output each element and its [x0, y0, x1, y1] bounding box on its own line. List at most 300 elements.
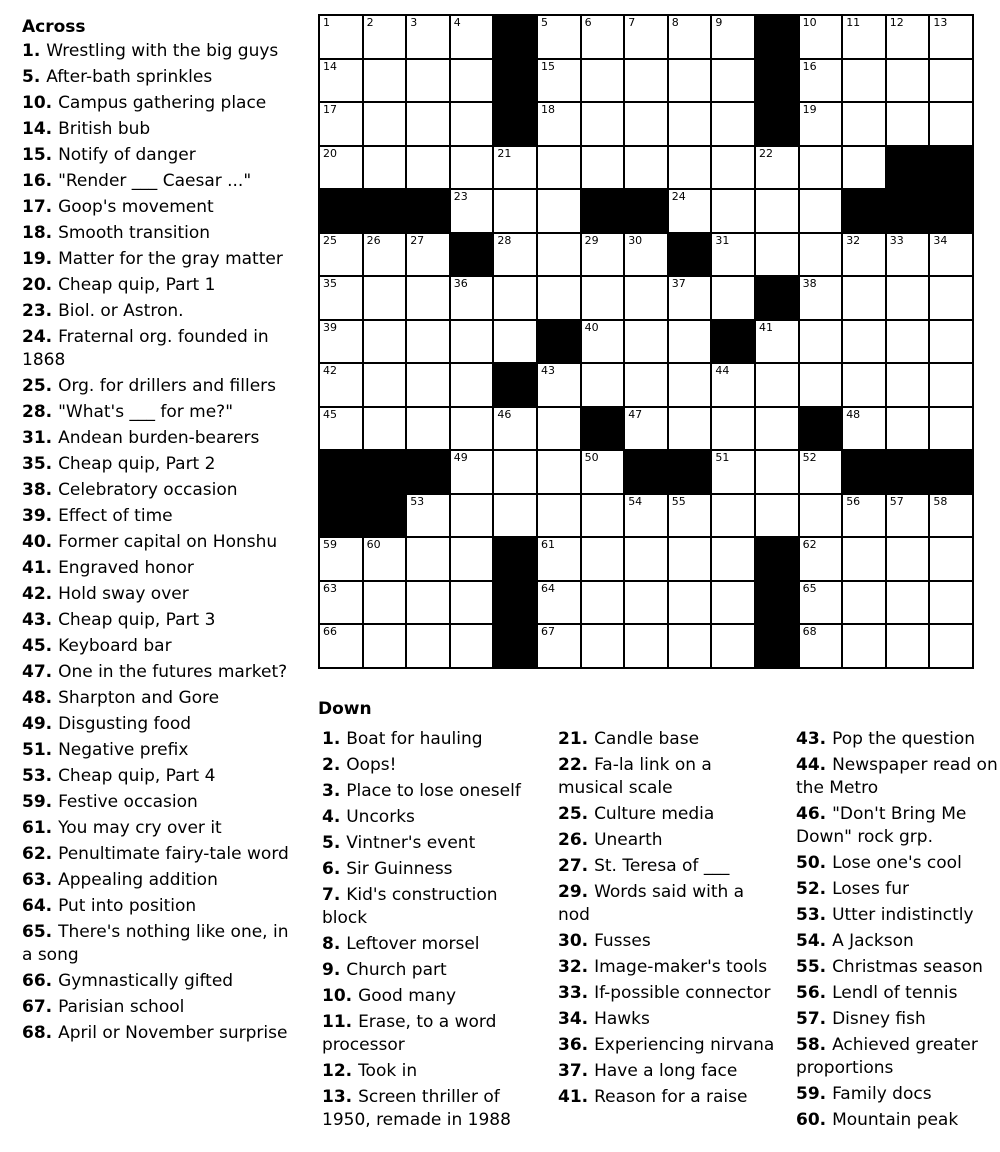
- grid-cell[interactable]: [799, 624, 843, 668]
- grid-cell[interactable]: [624, 537, 668, 581]
- grid-cell[interactable]: [450, 59, 494, 103]
- grid-cell[interactable]: [668, 363, 712, 407]
- grid-cell[interactable]: [363, 233, 407, 277]
- grid-cell[interactable]: [799, 233, 843, 277]
- cell-number: 8: [671, 16, 679, 29]
- grid-cell[interactable]: [755, 189, 799, 233]
- clue-item: 49. Disgusting food: [22, 714, 192, 734]
- grid-cell[interactable]: [493, 450, 537, 494]
- grid-cell[interactable]: [886, 59, 930, 103]
- clue-number: 30: [558, 931, 582, 951]
- grid-cell[interactable]: [363, 624, 407, 668]
- clue-text: Appealing addition: [58, 870, 218, 890]
- grid-cell[interactable]: [799, 189, 843, 233]
- clue-number: 14: [22, 119, 46, 139]
- grid-cell[interactable]: [842, 581, 886, 625]
- grid-cell[interactable]: [319, 624, 363, 668]
- black-square: [319, 494, 363, 538]
- grid-cell[interactable]: [537, 363, 581, 407]
- grid-cell[interactable]: [363, 407, 407, 451]
- grid-cell[interactable]: [755, 363, 799, 407]
- clue-number: 1: [22, 41, 34, 61]
- grid-cell[interactable]: [450, 276, 494, 320]
- clue-item: 66. Gymnastically gifted: [22, 971, 234, 991]
- grid-cell[interactable]: [406, 407, 450, 451]
- clue-number: 25: [22, 376, 46, 396]
- grid-cell[interactable]: [886, 537, 930, 581]
- grid-cell[interactable]: [886, 363, 930, 407]
- clue-item: 25. Org. for drillers and fillers: [22, 376, 277, 396]
- grid-cell[interactable]: [624, 15, 668, 59]
- grid-cell[interactable]: [319, 407, 363, 451]
- grid-cell[interactable]: [406, 276, 450, 320]
- grid-cell[interactable]: [406, 15, 450, 59]
- grid-cell[interactable]: [581, 59, 625, 103]
- clue-item: 64. Put into position: [22, 896, 197, 916]
- grid-cell[interactable]: [363, 581, 407, 625]
- black-square: [581, 189, 625, 233]
- grid-cell[interactable]: [842, 320, 886, 364]
- grid-cell[interactable]: [624, 581, 668, 625]
- clue-number: 10: [322, 986, 346, 1006]
- grid-cell[interactable]: [537, 624, 581, 668]
- grid-cell[interactable]: [711, 407, 755, 451]
- crossword-grid: [318, 14, 974, 669]
- clue-item: 1. Boat for hauling: [322, 729, 483, 749]
- grid-cell[interactable]: [581, 450, 625, 494]
- grid-cell[interactable]: [363, 15, 407, 59]
- cell-number: 14: [323, 59, 337, 73]
- grid-cell[interactable]: [624, 146, 668, 190]
- grid-cell[interactable]: [711, 59, 755, 103]
- grid-cell[interactable]: [842, 363, 886, 407]
- grid-cell[interactable]: [581, 276, 625, 320]
- clue-number: 24: [22, 327, 46, 347]
- grid-cell[interactable]: [842, 494, 886, 538]
- clue-item: 61. You may cry over it: [22, 818, 222, 838]
- clue-text: Biol. or Astron.: [58, 301, 184, 321]
- clue-number: 55: [796, 957, 820, 977]
- grid-cell[interactable]: [537, 537, 581, 581]
- grid-cell[interactable]: [406, 102, 450, 146]
- grid-cell[interactable]: [406, 146, 450, 190]
- grid-cell[interactable]: [929, 233, 973, 277]
- cell-number: 54: [628, 494, 643, 508]
- grid-cell[interactable]: [799, 102, 843, 146]
- grid-cell[interactable]: [711, 537, 755, 581]
- grid-cell[interactable]: [799, 146, 843, 190]
- grid-cell[interactable]: [799, 537, 843, 581]
- grid-cell[interactable]: [755, 146, 799, 190]
- black-square: [493, 624, 537, 668]
- clue-number: 60: [796, 1110, 820, 1130]
- clue-text: Parisian school: [58, 997, 185, 1017]
- grid-cell[interactable]: [450, 146, 494, 190]
- clue-number: 23: [22, 301, 46, 321]
- grid-cell[interactable]: [668, 189, 712, 233]
- clue-item: 4. Uncorks: [322, 807, 415, 827]
- grid-cell[interactable]: [450, 581, 494, 625]
- grid-cell[interactable]: [711, 233, 755, 277]
- grid-cell[interactable]: [929, 102, 973, 146]
- clue-item: 21. Candle base: [558, 729, 700, 749]
- grid-cell[interactable]: [406, 624, 450, 668]
- grid-cell[interactable]: [406, 537, 450, 581]
- grid-cell[interactable]: [886, 233, 930, 277]
- cell-number: 48: [846, 407, 861, 421]
- cell-number: 12: [889, 16, 904, 29]
- grid-cell[interactable]: [450, 537, 494, 581]
- grid-cell[interactable]: [493, 276, 537, 320]
- grid-cell[interactable]: [668, 624, 712, 668]
- clue-number: 8: [322, 934, 334, 954]
- grid-cell[interactable]: [450, 320, 494, 364]
- grid-cell[interactable]: [319, 15, 363, 59]
- grid-cell[interactable]: [406, 59, 450, 103]
- grid-cell[interactable]: [624, 320, 668, 364]
- grid-cell[interactable]: [319, 59, 363, 103]
- clue-number: 5: [22, 67, 34, 87]
- clue-item: 9. Church part: [322, 960, 447, 980]
- grid-cell[interactable]: [755, 320, 799, 364]
- clue-item: 24. Fraternal org. founded in 1868: [22, 327, 269, 370]
- grid-cell[interactable]: [363, 320, 407, 364]
- grid-cell[interactable]: [929, 15, 973, 59]
- clue-text: Lendl of tennis: [832, 983, 958, 1003]
- grid-cell[interactable]: [363, 363, 407, 407]
- grid-cell[interactable]: [711, 276, 755, 320]
- grid-cell[interactable]: [450, 494, 494, 538]
- grid-cell[interactable]: [929, 363, 973, 407]
- clue-number: 17: [22, 197, 46, 217]
- clue-number: 42: [22, 584, 46, 604]
- clue-number: 6: [322, 859, 334, 879]
- grid-cell[interactable]: [842, 407, 886, 451]
- clue-text: St. Teresa of ___: [594, 856, 730, 876]
- grid-cell[interactable]: [842, 233, 886, 277]
- clue-text: Goop's movement: [58, 197, 214, 217]
- grid-cell[interactable]: [668, 581, 712, 625]
- grid-cell[interactable]: [363, 146, 407, 190]
- grid-cell[interactable]: [711, 146, 755, 190]
- grid-cell[interactable]: [581, 233, 625, 277]
- grid-cell[interactable]: [886, 15, 930, 59]
- cell-number: 68: [802, 625, 817, 639]
- grid-cell[interactable]: [537, 102, 581, 146]
- grid-cell[interactable]: [450, 102, 494, 146]
- clue-text: Hold sway over: [58, 584, 189, 604]
- grid-cell[interactable]: [537, 189, 581, 233]
- black-square: [624, 189, 668, 233]
- grid-cell[interactable]: [581, 146, 625, 190]
- grid-cell[interactable]: [537, 494, 581, 538]
- grid-cell[interactable]: [319, 537, 363, 581]
- grid-cell[interactable]: [493, 407, 537, 451]
- clue-item: 46. "Don't Bring Me Down" rock grp.: [796, 804, 967, 847]
- grid-cell[interactable]: [929, 59, 973, 103]
- grid-cell[interactable]: [668, 15, 712, 59]
- clue-text: British bub: [58, 119, 151, 139]
- grid-cell[interactable]: [886, 102, 930, 146]
- grid-cell[interactable]: [711, 102, 755, 146]
- black-square: [319, 189, 363, 233]
- clue-number: 64: [22, 896, 46, 916]
- grid-cell[interactable]: [799, 276, 843, 320]
- grid-cell[interactable]: [668, 59, 712, 103]
- cell-number: 50: [584, 451, 599, 465]
- grid-cell[interactable]: [319, 146, 363, 190]
- grid-cell[interactable]: [799, 450, 843, 494]
- grid-cell[interactable]: [624, 363, 668, 407]
- grid-cell[interactable]: [363, 59, 407, 103]
- grid-cell[interactable]: [886, 276, 930, 320]
- black-square: [450, 233, 494, 277]
- clue-item: 53. Utter indistinctly: [796, 905, 974, 925]
- grid-cell[interactable]: [711, 189, 755, 233]
- clue-text: April or November surprise: [58, 1023, 288, 1043]
- grid-cell[interactable]: [493, 233, 537, 277]
- clue-item: 17. Goop's movement: [22, 197, 214, 217]
- clue-number: 61: [22, 818, 46, 838]
- grid-cell[interactable]: [537, 581, 581, 625]
- clue-item: 54. A Jackson: [796, 931, 914, 951]
- clue-text: Erase, to a word processor: [322, 1012, 497, 1055]
- grid-cell[interactable]: [668, 537, 712, 581]
- clue-item: 53. Cheap quip, Part 4: [22, 766, 216, 786]
- grid-cell[interactable]: [450, 15, 494, 59]
- grid-cell[interactable]: [450, 450, 494, 494]
- grid-cell[interactable]: [493, 146, 537, 190]
- clue-text: One in the futures market?: [58, 662, 288, 682]
- cell-number: 9: [715, 16, 723, 29]
- cell-number: 36: [453, 277, 468, 291]
- grid-cell[interactable]: [842, 537, 886, 581]
- grid-cell[interactable]: [319, 320, 363, 364]
- grid-cell[interactable]: [799, 59, 843, 103]
- grid-cell[interactable]: [929, 276, 973, 320]
- black-square: [493, 15, 537, 59]
- grid-cell[interactable]: [799, 363, 843, 407]
- grid-cell[interactable]: [537, 15, 581, 59]
- clue-number: 9: [322, 960, 334, 980]
- grid-cell[interactable]: [319, 363, 363, 407]
- clue-item: 62. Penultimate fairy-tale word: [22, 844, 289, 864]
- cell-number: 60: [366, 538, 381, 552]
- black-square: [493, 59, 537, 103]
- grid-cell[interactable]: [319, 233, 363, 277]
- clue-item: 3. Place to lose oneself: [322, 781, 521, 801]
- cell-number: 6: [584, 16, 592, 29]
- cell-number: 56: [846, 494, 861, 508]
- grid-cell[interactable]: [537, 407, 581, 451]
- grid-cell[interactable]: [799, 320, 843, 364]
- grid-cell[interactable]: [406, 494, 450, 538]
- grid-cell[interactable]: [842, 102, 886, 146]
- cell-number: 63: [323, 581, 337, 595]
- cell-number: 2: [366, 16, 374, 29]
- grid-cell[interactable]: [886, 581, 930, 625]
- clue-number: 44: [796, 755, 820, 775]
- cell-number: 21: [497, 146, 512, 160]
- clue-text: Uncorks: [346, 807, 415, 827]
- grid-cell[interactable]: [406, 320, 450, 364]
- grid-cell[interactable]: [755, 407, 799, 451]
- clue-number: 53: [796, 905, 820, 925]
- grid-cell[interactable]: [363, 276, 407, 320]
- grid-cell[interactable]: [493, 189, 537, 233]
- grid-cell[interactable]: [711, 494, 755, 538]
- clue-number: 35: [22, 454, 46, 474]
- clue-text: Notify of danger: [58, 145, 196, 165]
- grid-cell[interactable]: [581, 320, 625, 364]
- grid-cell[interactable]: [929, 581, 973, 625]
- grid-cell[interactable]: [929, 320, 973, 364]
- grid-cell[interactable]: [668, 146, 712, 190]
- clue-text: Fusses: [594, 931, 651, 951]
- clue-text: Effect of time: [58, 506, 173, 526]
- clue-number: 31: [22, 428, 46, 448]
- cell-number: 23: [453, 190, 468, 204]
- grid-cell[interactable]: [711, 581, 755, 625]
- grid-cell[interactable]: [406, 233, 450, 277]
- grid-cell[interactable]: [450, 407, 494, 451]
- clue-text: After-bath sprinkles: [46, 67, 213, 87]
- grid-cell[interactable]: [711, 450, 755, 494]
- grid-cell[interactable]: [929, 537, 973, 581]
- clue-number: 3: [322, 781, 334, 801]
- grid-cell[interactable]: [363, 102, 407, 146]
- grid-cell[interactable]: [450, 189, 494, 233]
- grid-cell[interactable]: [842, 59, 886, 103]
- grid-cell[interactable]: [406, 363, 450, 407]
- grid-cell[interactable]: [842, 146, 886, 190]
- grid-cell[interactable]: [363, 537, 407, 581]
- grid-cell[interactable]: [581, 537, 625, 581]
- clue-item: 5. After-bath sprinkles: [22, 67, 213, 87]
- grid-cell[interactable]: [406, 581, 450, 625]
- clue-number: 34: [558, 1009, 582, 1029]
- cell-number: 18: [540, 103, 555, 117]
- cell-number: 34: [933, 233, 948, 247]
- grid-cell[interactable]: [886, 624, 930, 668]
- grid-cell[interactable]: [537, 59, 581, 103]
- clue-item: 12. Took in: [322, 1061, 418, 1081]
- clue-number: 68: [22, 1023, 46, 1043]
- clue-text: Cheap quip, Part 2: [58, 454, 216, 474]
- cell-number: 26: [366, 233, 381, 247]
- clue-item: 25. Culture media: [558, 804, 715, 824]
- black-square: [799, 407, 843, 451]
- clue-text: Sharpton and Gore: [58, 688, 220, 708]
- grid-cell[interactable]: [886, 407, 930, 451]
- cell-number: 58: [933, 494, 948, 508]
- cell-number: 22: [758, 146, 773, 160]
- grid-cell[interactable]: [711, 363, 755, 407]
- clue-item: 50. Lose one's cool: [796, 853, 962, 873]
- clue-item: 63. Appealing addition: [22, 870, 218, 890]
- clue-item: 29. Words said with a nod: [558, 882, 745, 925]
- grid-cell[interactable]: [668, 102, 712, 146]
- grid-cell[interactable]: [537, 276, 581, 320]
- clue-number: 4: [322, 807, 334, 827]
- grid-cell[interactable]: [624, 59, 668, 103]
- grid-cell[interactable]: [319, 581, 363, 625]
- grid-cell[interactable]: [319, 276, 363, 320]
- grid-cell[interactable]: [842, 15, 886, 59]
- grid-cell[interactable]: [450, 363, 494, 407]
- clue-text: Boat for hauling: [346, 729, 483, 749]
- grid-cell[interactable]: [581, 363, 625, 407]
- grid-cell[interactable]: [450, 624, 494, 668]
- black-square: [842, 189, 886, 233]
- grid-cell[interactable]: [755, 450, 799, 494]
- grid-cell[interactable]: [668, 276, 712, 320]
- grid-cell[interactable]: [581, 494, 625, 538]
- grid-cell[interactable]: [581, 102, 625, 146]
- grid-cell[interactable]: [842, 276, 886, 320]
- clue-item: 13. Screen thriller of 1950, remade in 1988: [322, 1087, 511, 1130]
- grid-cell[interactable]: [929, 624, 973, 668]
- grid-cell[interactable]: [537, 450, 581, 494]
- grid-cell[interactable]: [929, 494, 973, 538]
- clue-number: 21: [558, 729, 582, 749]
- clue-item: 31. Andean burden-bearers: [22, 428, 260, 448]
- black-square: [319, 450, 363, 494]
- grid-cell[interactable]: [581, 624, 625, 668]
- grid-cell[interactable]: [537, 233, 581, 277]
- grid-cell[interactable]: [799, 15, 843, 59]
- grid-cell[interactable]: [842, 624, 886, 668]
- grid-cell[interactable]: [624, 233, 668, 277]
- grid-cell[interactable]: [493, 494, 537, 538]
- grid-cell[interactable]: [929, 407, 973, 451]
- clue-text: Vintner's event: [346, 833, 476, 853]
- grid-cell[interactable]: [668, 494, 712, 538]
- grid-cell[interactable]: [799, 581, 843, 625]
- grid-cell[interactable]: [755, 494, 799, 538]
- grid-cell[interactable]: [755, 233, 799, 277]
- grid-cell[interactable]: [537, 146, 581, 190]
- grid-cell[interactable]: [624, 276, 668, 320]
- black-square: [493, 363, 537, 407]
- clue-item: 47. One in the futures market?: [22, 662, 288, 682]
- clue-text: Took in: [358, 1061, 418, 1081]
- grid-cell[interactable]: [581, 15, 625, 59]
- grid-cell[interactable]: [624, 494, 668, 538]
- cell-number: 40: [584, 320, 599, 334]
- grid-cell[interactable]: [319, 102, 363, 146]
- grid-cell[interactable]: [493, 320, 537, 364]
- black-square: [363, 450, 407, 494]
- clue-item: 57. Disney fish: [796, 1009, 926, 1029]
- clue-text: Fraternal org. founded in 1868: [22, 327, 269, 370]
- grid-cell[interactable]: [624, 102, 668, 146]
- grid-cell[interactable]: [668, 407, 712, 451]
- black-square: [755, 59, 799, 103]
- grid-cell[interactable]: [711, 624, 755, 668]
- grid-cell[interactable]: [624, 407, 668, 451]
- grid-cell[interactable]: [624, 624, 668, 668]
- grid-cell[interactable]: [886, 320, 930, 364]
- grid-cell[interactable]: [668, 320, 712, 364]
- grid-cell[interactable]: [886, 494, 930, 538]
- grid-cell[interactable]: [581, 581, 625, 625]
- grid-cell[interactable]: [799, 494, 843, 538]
- clue-item: 33. If-possible connector: [558, 983, 771, 1003]
- grid-cell[interactable]: [711, 15, 755, 59]
- clue-item: 37. Have a long face: [558, 1061, 738, 1081]
- clue-item: 32. Image-maker's tools: [558, 957, 768, 977]
